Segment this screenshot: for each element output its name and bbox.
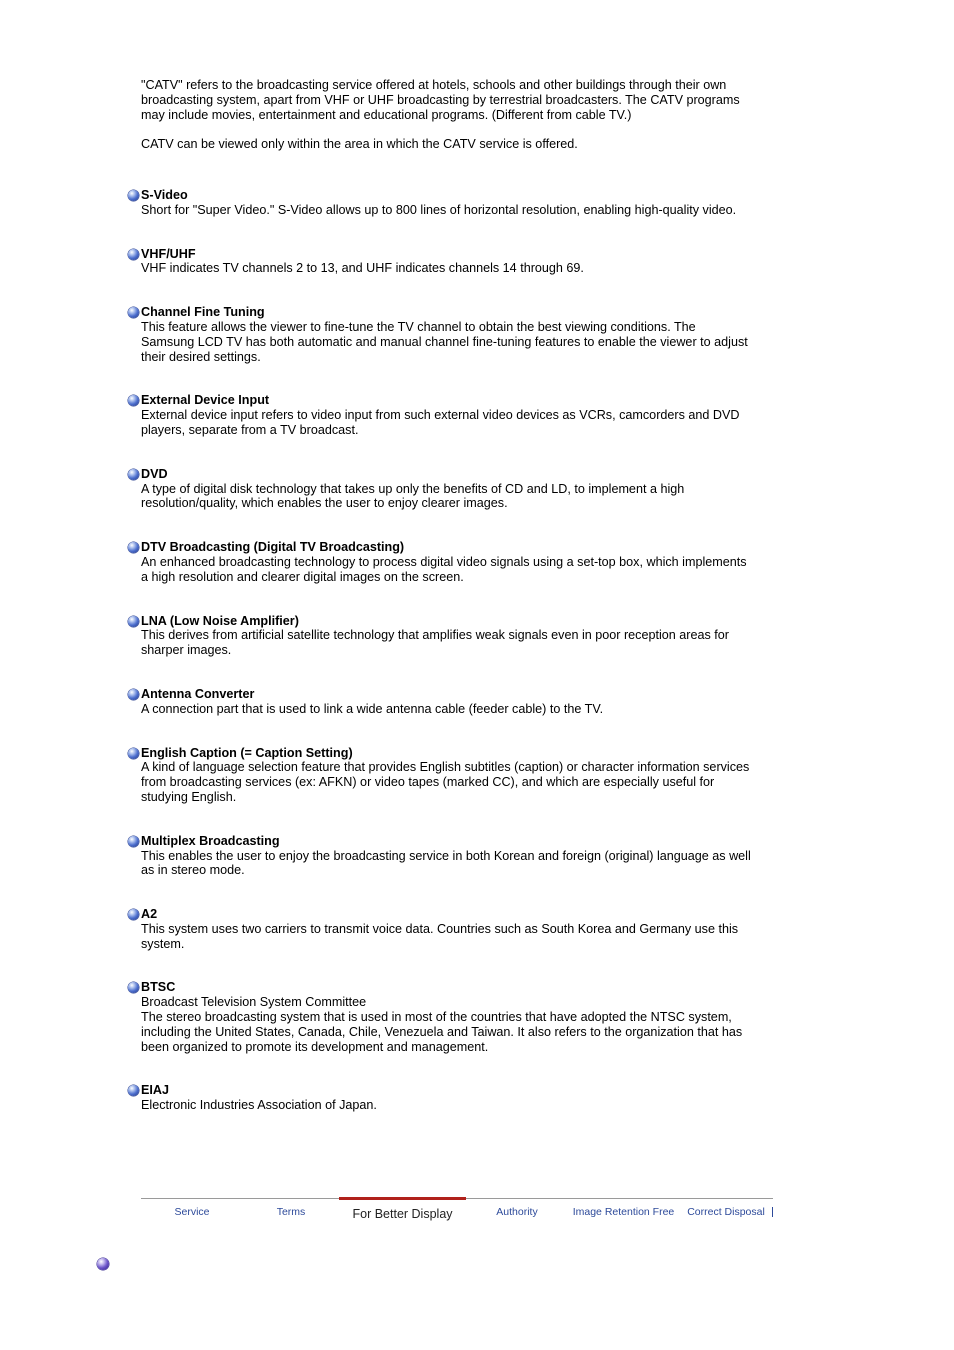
- glossary-entry-s-video: [141, 188, 751, 218]
- entry-description: Short for "Super Video." S-Video allows up to 800 lines of horizontal resolution, enabling high-quality video.: [141, 202, 737, 217]
- entry-term: Antenna Converter: [141, 686, 255, 701]
- nav-link-authority[interactable]: Authority: [496, 1206, 538, 1218]
- bullet-icon: [128, 748, 139, 759]
- glossary-entry-dtv-broadcasting: [141, 540, 751, 584]
- glossary-entry-eiaj: [141, 1083, 751, 1113]
- glossary-entry-a2: [141, 907, 751, 951]
- bullet-icon: [128, 982, 139, 993]
- glossary-entry-vhf-uhf: [141, 247, 751, 277]
- entry-term: VHF/UHF: [141, 246, 196, 261]
- bottom-navigation: [141, 1198, 773, 1227]
- bullet-icon: [128, 307, 139, 318]
- nav-link-for-better-display[interactable]: For Better Display: [339, 1197, 466, 1227]
- nav-link-image-retention-free[interactable]: Image Retention Free: [572, 1206, 675, 1218]
- entry-term: DVD: [141, 466, 168, 481]
- bullet-icon: [128, 190, 139, 201]
- glossary-entry-lna: [141, 614, 751, 658]
- nav-link-correct-disposal[interactable]: Correct Disposal: [687, 1206, 765, 1218]
- entry-term: Multiplex Broadcasting: [141, 833, 280, 848]
- entry-description: This system uses two carriers to transmit voice data. Countries such as South Korea and Germany use this system.: [141, 921, 739, 951]
- glossary-entry-channel-fine-tuning: [141, 305, 751, 364]
- entry-term: DTV Broadcasting (Digital TV Broadcasting): [141, 540, 405, 555]
- nav-end-separator: [772, 1207, 773, 1217]
- entry-term: External Device Input: [141, 393, 270, 408]
- entry-description: A type of digital disk technology that takes up only the benefits of CD and LD, to implement a high resolution/quality, which enables the user to enjoy clearer images.: [141, 481, 685, 511]
- bullet-icon: [128, 1085, 139, 1096]
- entry-term: English Caption (= Caption Setting): [141, 745, 353, 760]
- intro-paragraph: CATV can be viewed only within the area in which the CATV service is offered.: [141, 137, 578, 152]
- entry-description: This enables the user to enjoy the broadcasting service in both Korean and foreign (original) language as well as in stereo mode.: [141, 848, 751, 878]
- entry-term: EIAJ: [141, 1083, 169, 1098]
- glossary-entry-dvd: [141, 467, 751, 511]
- entry-description: Electronic Industries Association of Japan.: [141, 1098, 377, 1113]
- bullet-icon: [128, 616, 139, 627]
- glossary-entry-antenna-converter: [141, 687, 751, 717]
- bullet-icon: [128, 469, 139, 480]
- entry-term: Channel Fine Tuning: [141, 305, 265, 320]
- bullet-icon: [128, 249, 139, 260]
- entry-description: This derives from artificial satellite technology that amplifies weak signals even in poor reception areas for sharper images.: [141, 628, 729, 658]
- entry-term: LNA (Low Noise Amplifier): [141, 613, 299, 628]
- nav-link-terms[interactable]: Terms: [276, 1206, 306, 1218]
- bullet-icon: [128, 395, 139, 406]
- glossary-entry-multiplex-broadcasting: [141, 834, 751, 878]
- catv-intro: [141, 78, 751, 152]
- entry-term: S-Video: [141, 187, 188, 202]
- glossary-content: [141, 78, 751, 1142]
- bullet-icon: [128, 909, 139, 920]
- bullet-icon: [128, 836, 139, 847]
- glossary-entry-external-device-input: [141, 393, 751, 437]
- bullet-icon: [128, 689, 139, 700]
- nav-link-service[interactable]: Service: [174, 1206, 210, 1218]
- entry-term: A2: [141, 907, 158, 922]
- entry-description: This feature allows the viewer to fine-tune the TV channel to obtain the best viewing conditions. The Samsung LCD TV has both automatic and manual channel fine-tuning features to enable the viewer to adjust their desired settings.: [141, 319, 748, 364]
- entry-description: Broadcast Television System Committee: [141, 995, 367, 1010]
- entry-description: The stereo broadcasting system that is used in most of the countries that have adopted the NTSC system, including the United States, Canada, Chile, Venezuela and Taiwan. It also refers to the organization that has been organized to promote its development and management.: [141, 1010, 743, 1054]
- glossary-entry-english-caption: [141, 746, 751, 805]
- entry-description: External device input refers to video input from such external video devices as VCRs, camcorders and DVD players, separate from a TV broadcast.: [141, 408, 740, 437]
- bullet-icon: [128, 542, 139, 553]
- entry-description: A kind of language selection feature that provides English subtitles (caption) or character information services from broadcasting services (ex: AFKN) or video tapes (marked CC), and which are especially useful for studying English.: [141, 760, 750, 804]
- entry-description: An enhanced broadcasting technology to process digital video signals using a set-top box, which implements a high resolution and clearer digital images on the screen.: [141, 554, 747, 584]
- entry-term: BTSC: [141, 980, 176, 995]
- intro-paragraph: "CATV" refers to the broadcasting service offered at hotels, schools and other buildings through their own broadcasting system, apart from VHF or UHF broadcasting by terrestrial broadcasters. The CATV programs may include movies, entertainment and educational programs. (Different from cable TV.): [141, 78, 740, 122]
- corner-bullet-icon: [97, 1258, 109, 1270]
- glossary-entry-btsc: [141, 980, 751, 1054]
- entry-description: A connection part that is used to link a wide antenna cable (feeder cable) to the TV.: [141, 701, 604, 716]
- entry-description: VHF indicates TV channels 2 to 13, and UHF indicates channels 14 through 69.: [141, 261, 584, 276]
